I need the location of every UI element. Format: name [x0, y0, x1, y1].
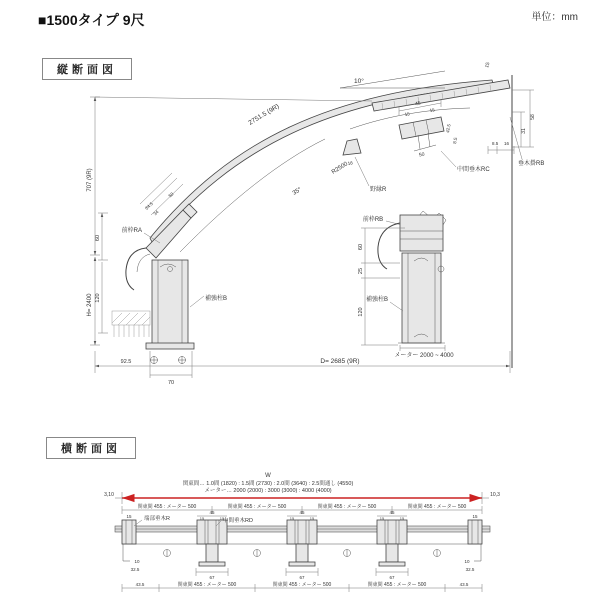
- anchor-bolts: [150, 356, 186, 364]
- longitudinal-section-label: 縦断面図: [42, 58, 132, 80]
- spacing-cell: 関東間 455 : メーター 500: [227, 504, 287, 510]
- front-frame-ra-assembly: [95, 173, 227, 364]
- mid-rafter-section: [399, 99, 490, 173]
- end-10-dim: 10: [464, 559, 470, 564]
- spacing-cell: 関東間 455 : メーター 500: [177, 582, 237, 588]
- angle-10-label: 10°: [354, 78, 364, 85]
- end-15-dim: 15: [126, 514, 132, 519]
- kanto-spec: 関東間… 1.0間 (1820) : 1.5間 (2730) : 2.0間 (3640) : 2.5間通し (4550): [182, 481, 354, 487]
- beam-end-15-dim: 15: [484, 61, 492, 69]
- cross-section-drawing: [20, 468, 580, 600]
- dim-34: 34: [152, 209, 160, 217]
- mid-15-dim: 15: [199, 516, 205, 521]
- end-dim-right: 10,3: [490, 492, 500, 498]
- chord-line: [95, 97, 372, 101]
- meter-range: メーター 2000 ~ 4000: [394, 353, 454, 359]
- rafter-425-dim: 42.5: [445, 123, 452, 134]
- spacing-cell: 関東間 455 : メーター 500: [272, 582, 332, 588]
- mid-15-dim: 15: [289, 516, 295, 521]
- mid-15-dim: 15: [309, 516, 315, 521]
- dim-50: 50: [167, 191, 175, 199]
- nobuchi-label: 野縁R: [370, 187, 387, 193]
- dim-60-right: 60: [358, 243, 364, 251]
- end-15-dim: 15: [472, 514, 478, 519]
- dim-31: 31: [521, 128, 527, 134]
- dim-120: 120: [95, 293, 101, 303]
- arc-length-dim: 2751.5 (9R): [247, 103, 281, 127]
- nobuchi-16-dim: 16: [347, 160, 354, 166]
- w-label: W: [265, 473, 271, 479]
- mid-45-dim: 45: [389, 510, 395, 515]
- end-rafter-right: [464, 514, 482, 572]
- mid-15-dim: 15: [379, 516, 385, 521]
- rafter-85-dim: 8.5: [452, 137, 459, 145]
- spacing-cell: 関東間 455 : メーター 500: [367, 582, 427, 588]
- dim-925: 92.5: [120, 359, 132, 365]
- mid-rafter-2: [286, 510, 318, 580]
- front-frame-ra-label: 前枠RA: [121, 228, 142, 234]
- nobuchi-section: [343, 139, 387, 193]
- left-dim-chain: [87, 97, 100, 345]
- mid-15-dim: 15: [399, 516, 405, 521]
- edge-16-dim: 16: [504, 141, 510, 146]
- rafter-15-dim: 15: [429, 107, 436, 113]
- bottom-spacing-row: [122, 581, 482, 592]
- front-frame-rb-assembly: [358, 211, 454, 359]
- mid-67-dim: 67: [299, 575, 305, 580]
- dim-435: 43.5: [459, 582, 469, 587]
- rafter-50-dim: 50: [418, 151, 426, 159]
- end-rafter-left: [122, 514, 170, 572]
- front-frame-rb-label: 前枠RB: [362, 217, 384, 223]
- unit-note: 単位：mm: [531, 12, 578, 23]
- dim-60: 60: [95, 234, 101, 242]
- meter-spec: メーター… 2000 (2000) : 3000 (3000) : 4000 (4000): [204, 488, 332, 494]
- dim-120-right: 120: [358, 307, 364, 317]
- end-10-dim: 10: [134, 559, 140, 564]
- spacing-cell: 関東間 455 : メーター 500: [317, 504, 377, 510]
- dim-345: 34.5: [144, 201, 154, 211]
- spacing-cell: 関東間 455 : メーター 500: [137, 504, 197, 510]
- longitudinal-section-drawing: [20, 55, 580, 405]
- end-325-dim: 32.5: [130, 567, 140, 572]
- post-label-left: 補強柱B: [205, 296, 228, 302]
- dim-58: 58: [530, 114, 536, 120]
- mid-45-dim: 45: [299, 510, 305, 515]
- roof-angle-label: 35°: [291, 186, 303, 197]
- page-title: ■1500タイプ 9尺: [38, 12, 145, 28]
- rafter-hanger-label: 垂木掛RB: [518, 161, 545, 167]
- cross-section-label: 横断面図: [46, 437, 136, 459]
- mid-67-dim: 67: [209, 575, 215, 580]
- dim-25: 25: [358, 267, 364, 275]
- right-edge-dims: [484, 61, 544, 167]
- end-325-dim: 32.5: [465, 567, 475, 572]
- rafter-15-dim: 15: [404, 111, 411, 117]
- mid-45-dim: 45: [209, 510, 215, 515]
- height-dim: 707 (9R): [87, 168, 93, 192]
- angle-10-wedge: [340, 71, 445, 88]
- dim-435: 43.5: [135, 582, 145, 587]
- spacing-cell: 関東間 455 : メーター 500: [407, 504, 467, 510]
- mid-rafter-1: [196, 510, 253, 580]
- radius-label: R2500: [330, 161, 350, 176]
- mid-rafter-3: [376, 510, 408, 580]
- mid-rafter-label: 中間垂木RC: [457, 167, 490, 173]
- end-rafter-label: 端部垂木R: [144, 516, 170, 522]
- post-label-right: 補強柱B: [365, 297, 388, 303]
- depth-dim: D= 2685 (9R): [320, 358, 360, 365]
- mid-rafter-label: 中間垂木RD: [223, 518, 253, 524]
- edge-85-dim: 8.5: [492, 141, 499, 146]
- dim-70: 70: [167, 380, 175, 386]
- end-dim-left: 3,10: [104, 492, 114, 498]
- mid-15-dim: 15: [219, 516, 225, 521]
- post-height-dim: H= 2400: [87, 293, 93, 317]
- mid-67-dim: 67: [389, 575, 395, 580]
- rafter-45-dim: 45: [414, 100, 422, 108]
